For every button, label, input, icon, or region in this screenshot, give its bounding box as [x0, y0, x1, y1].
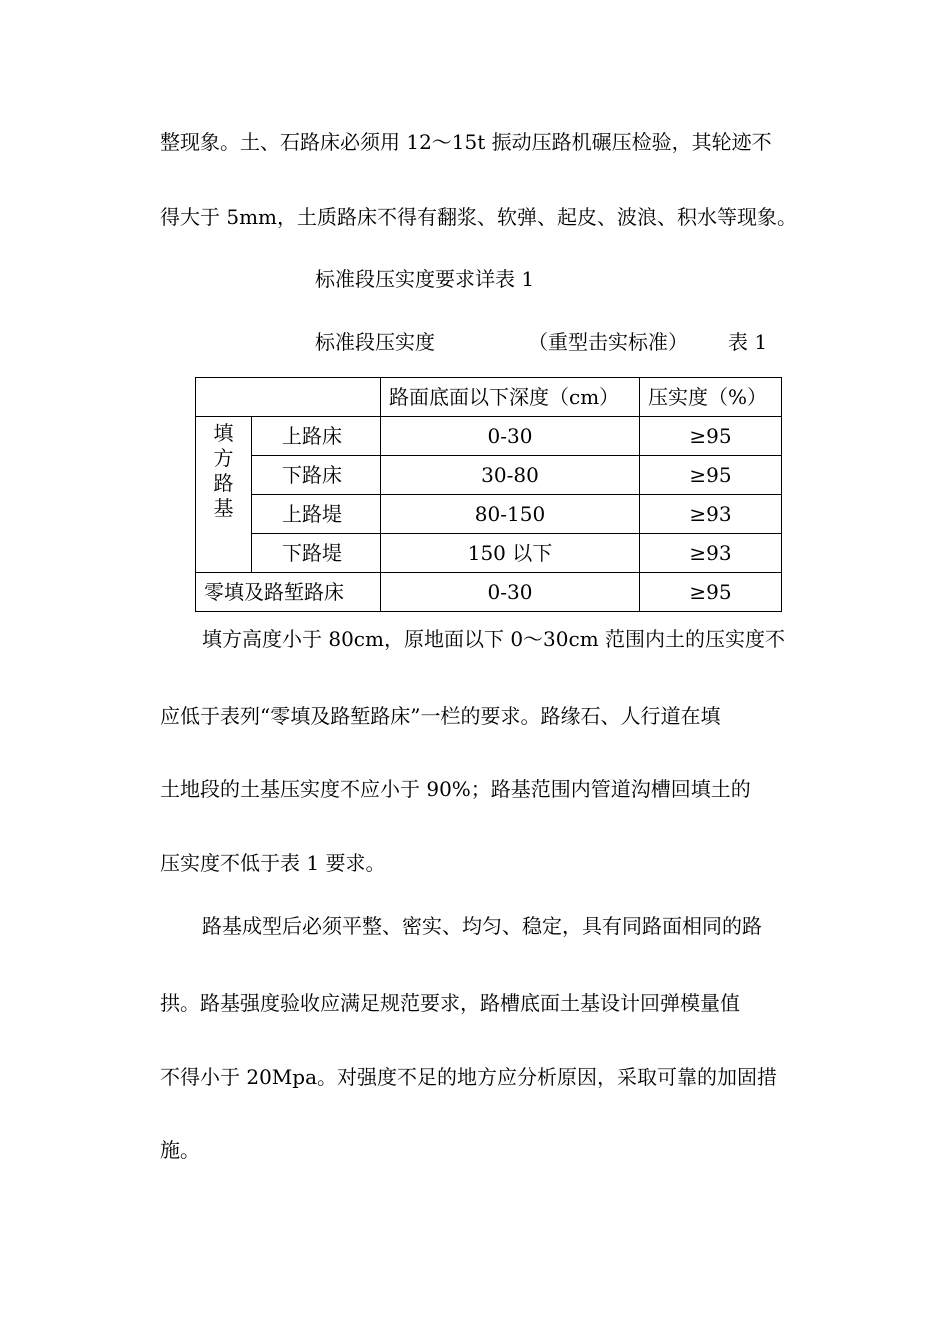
group-label-char: 路 [213, 471, 234, 495]
row-name: 零填及路堑路床 [196, 573, 381, 612]
group-label-char: 方 [213, 446, 234, 470]
row-name: 上路堤 [252, 495, 381, 534]
row-depth: 30-80 [381, 456, 640, 495]
group-label-char: 填 [213, 421, 234, 445]
paragraph-line: 得大于 5mm，土质路床不得有翻浆、软弹、起皮、波浪、积水等现象。 [160, 205, 798, 229]
row-compaction: ≥93 [640, 495, 782, 534]
row-depth: 150 以下 [381, 534, 640, 573]
paragraph-line: 应低于表列“零填及路堑路床”一栏的要求。路缘石、人行道在填 [160, 704, 721, 728]
table-row [196, 417, 782, 456]
table-row [196, 534, 782, 573]
paragraph-line: 路基成型后必须平整、密实、均匀、稳定，具有同路面相同的路 [202, 914, 762, 938]
paragraph-line: 填方高度小于 80cm，原地面以下 0～30cm 范围内土的压实度不 [202, 627, 786, 651]
row-depth: 0-30 [381, 417, 640, 456]
row-compaction: ≥95 [640, 417, 782, 456]
paragraph-line: 不得小于 20Mpa。对强度不足的地方应分析原因，采取可靠的加固措 [160, 1065, 778, 1089]
table-row [196, 456, 782, 495]
compaction-table [195, 377, 782, 612]
table-row [196, 573, 782, 612]
row-name: 下路床 [252, 456, 381, 495]
table-caption: 标准段压实度要求详表 1 [315, 267, 535, 291]
table-header-compaction: 压实度（%） [640, 378, 782, 417]
paragraph-line: 整现象。土、石路床必须用 12～15t 振动压路机碾压检验，其轮迹不 [160, 130, 772, 154]
table-header-empty [196, 378, 381, 417]
paragraph-line: 拱。路基强度验收应满足规范要求，路槽底面土基设计回弹模量值 [160, 991, 740, 1015]
row-name: 下路堤 [252, 534, 381, 573]
row-name: 上路床 [252, 417, 381, 456]
paragraph-line: 施。 [160, 1138, 200, 1162]
table-subcaption-name: 标准段压实度 [315, 330, 435, 354]
table-subcaption-number: 表 1 [728, 330, 768, 354]
table-header-row [196, 378, 782, 417]
row-depth: 80-150 [381, 495, 640, 534]
paragraph-line: 土地段的土基压实度不应小于 90%；路基范围内管道沟槽回填土的 [160, 777, 751, 801]
row-compaction: ≥95 [640, 573, 782, 612]
row-compaction: ≥95 [640, 456, 782, 495]
row-depth: 0-30 [381, 573, 640, 612]
row-compaction: ≥93 [640, 534, 782, 573]
table-row [196, 495, 782, 534]
table-header-depth: 路面底面以下深度（cm） [381, 378, 640, 417]
paragraph-line: 压实度不低于表 1 要求。 [160, 851, 386, 875]
group-label-char: 基 [213, 496, 234, 520]
table-subcaption-standard: （重型击实标准） [528, 330, 688, 354]
fill-subgrade-group-label [196, 417, 252, 573]
